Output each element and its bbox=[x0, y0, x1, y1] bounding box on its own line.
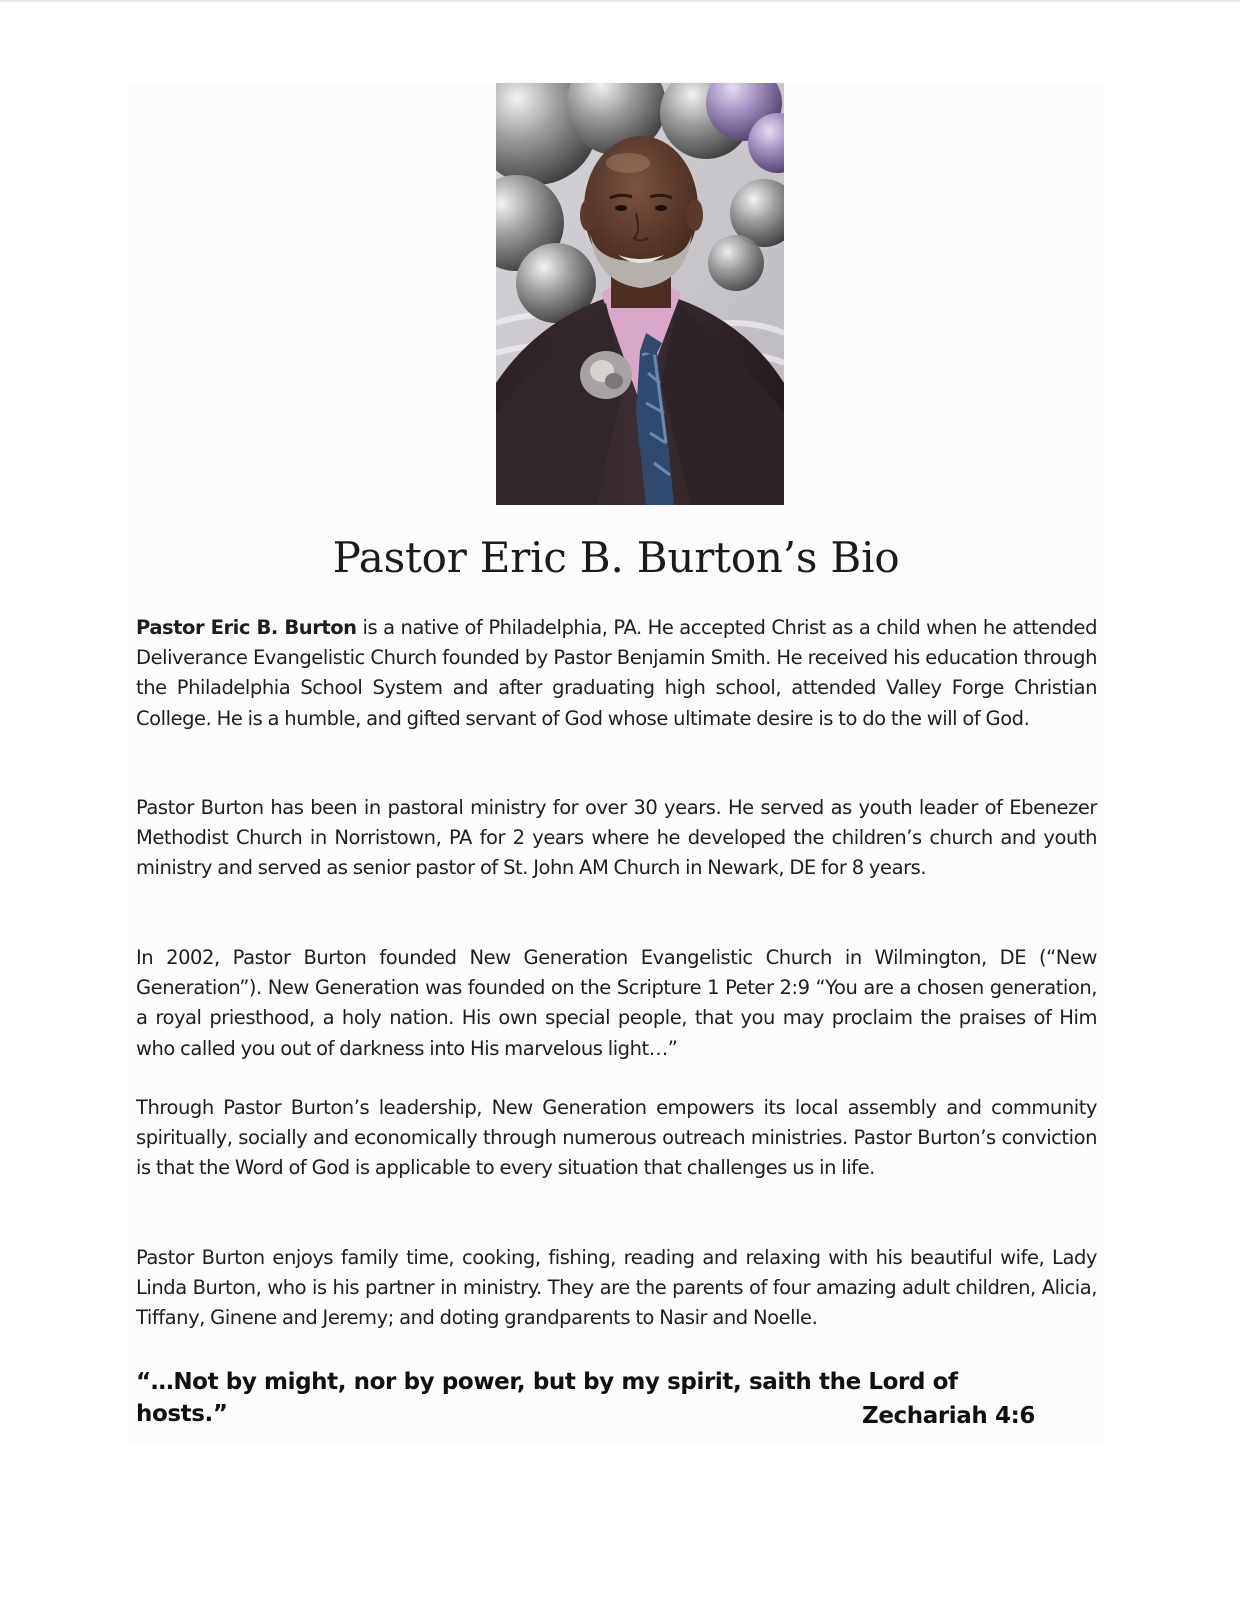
bio-name: Pastor Eric B. Burton bbox=[136, 616, 357, 639]
scripture-quote: “…Not by might, nor by power, but by my spirit, saith the Lord of hosts.” bbox=[136, 1369, 958, 1427]
bio-paragraph-2: Pastor Burton has been in pastoral ministry for over 30 years. He served as youth leader of Ebenezer Methodist Church in Norristown, PA for 2 years where he developed the children’s church and youth ministry and served as senior pastor of St. John AM Church in Newark, DE for 8 years. bbox=[136, 796, 1097, 880]
bio-paragraph-4: Through Pastor Burton’s leadership, New Generation empowers its local assembly and community spiritually, socially and economically through numerous outreach ministries. Pastor Burton’s conviction is that the Word of God is applicable to every situation that challenges us in life. bbox=[136, 1096, 1097, 1180]
portrait-photo bbox=[496, 83, 784, 505]
bio-paragraph-1 bbox=[136, 613, 1097, 734]
bio-paragraph-1-text: is a native of Philadelphia, PA. He accepted Christ as a child when he attended Deliverance Evangelistic Church founded by Pastor Benjamin Smith. He received his education through the Philadelphia School System and after graduating high school, attended Valley Forge Christian College. He is a humble, and gifted servant of God whose ultimate desire is to do the will of God. bbox=[136, 616, 1098, 730]
page-title: Pastor Eric B. Burton’s Bio bbox=[332, 533, 900, 582]
scripture-citation: Zechariah 4:6 bbox=[862, 1403, 1035, 1429]
page-top-rule bbox=[0, 0, 1240, 2]
bio-paragraph-5: Pastor Burton enjoys family time, cooking, fishing, reading and relaxing with his beautiful wife, Lady Linda Burton, who is his partner in ministry. They are the parents of four amazing adult children, Alicia, Tiffany, Ginene and Jeremy; and doting grandparents to Nasir and Noelle. bbox=[136, 1246, 1097, 1330]
bio-paragraph-3: In 2002, Pastor Burton founded New Generation Evangelistic Church in Wilmington, DE (“New Generation”). New Generation was founded on the Scripture 1 Peter 2:9 “You are a chosen generation, a royal priesthood, a holy nation. His own special people, that you may proclaim the praises of Him who called you out of darkness into His marvelous light…” bbox=[136, 946, 1097, 1060]
